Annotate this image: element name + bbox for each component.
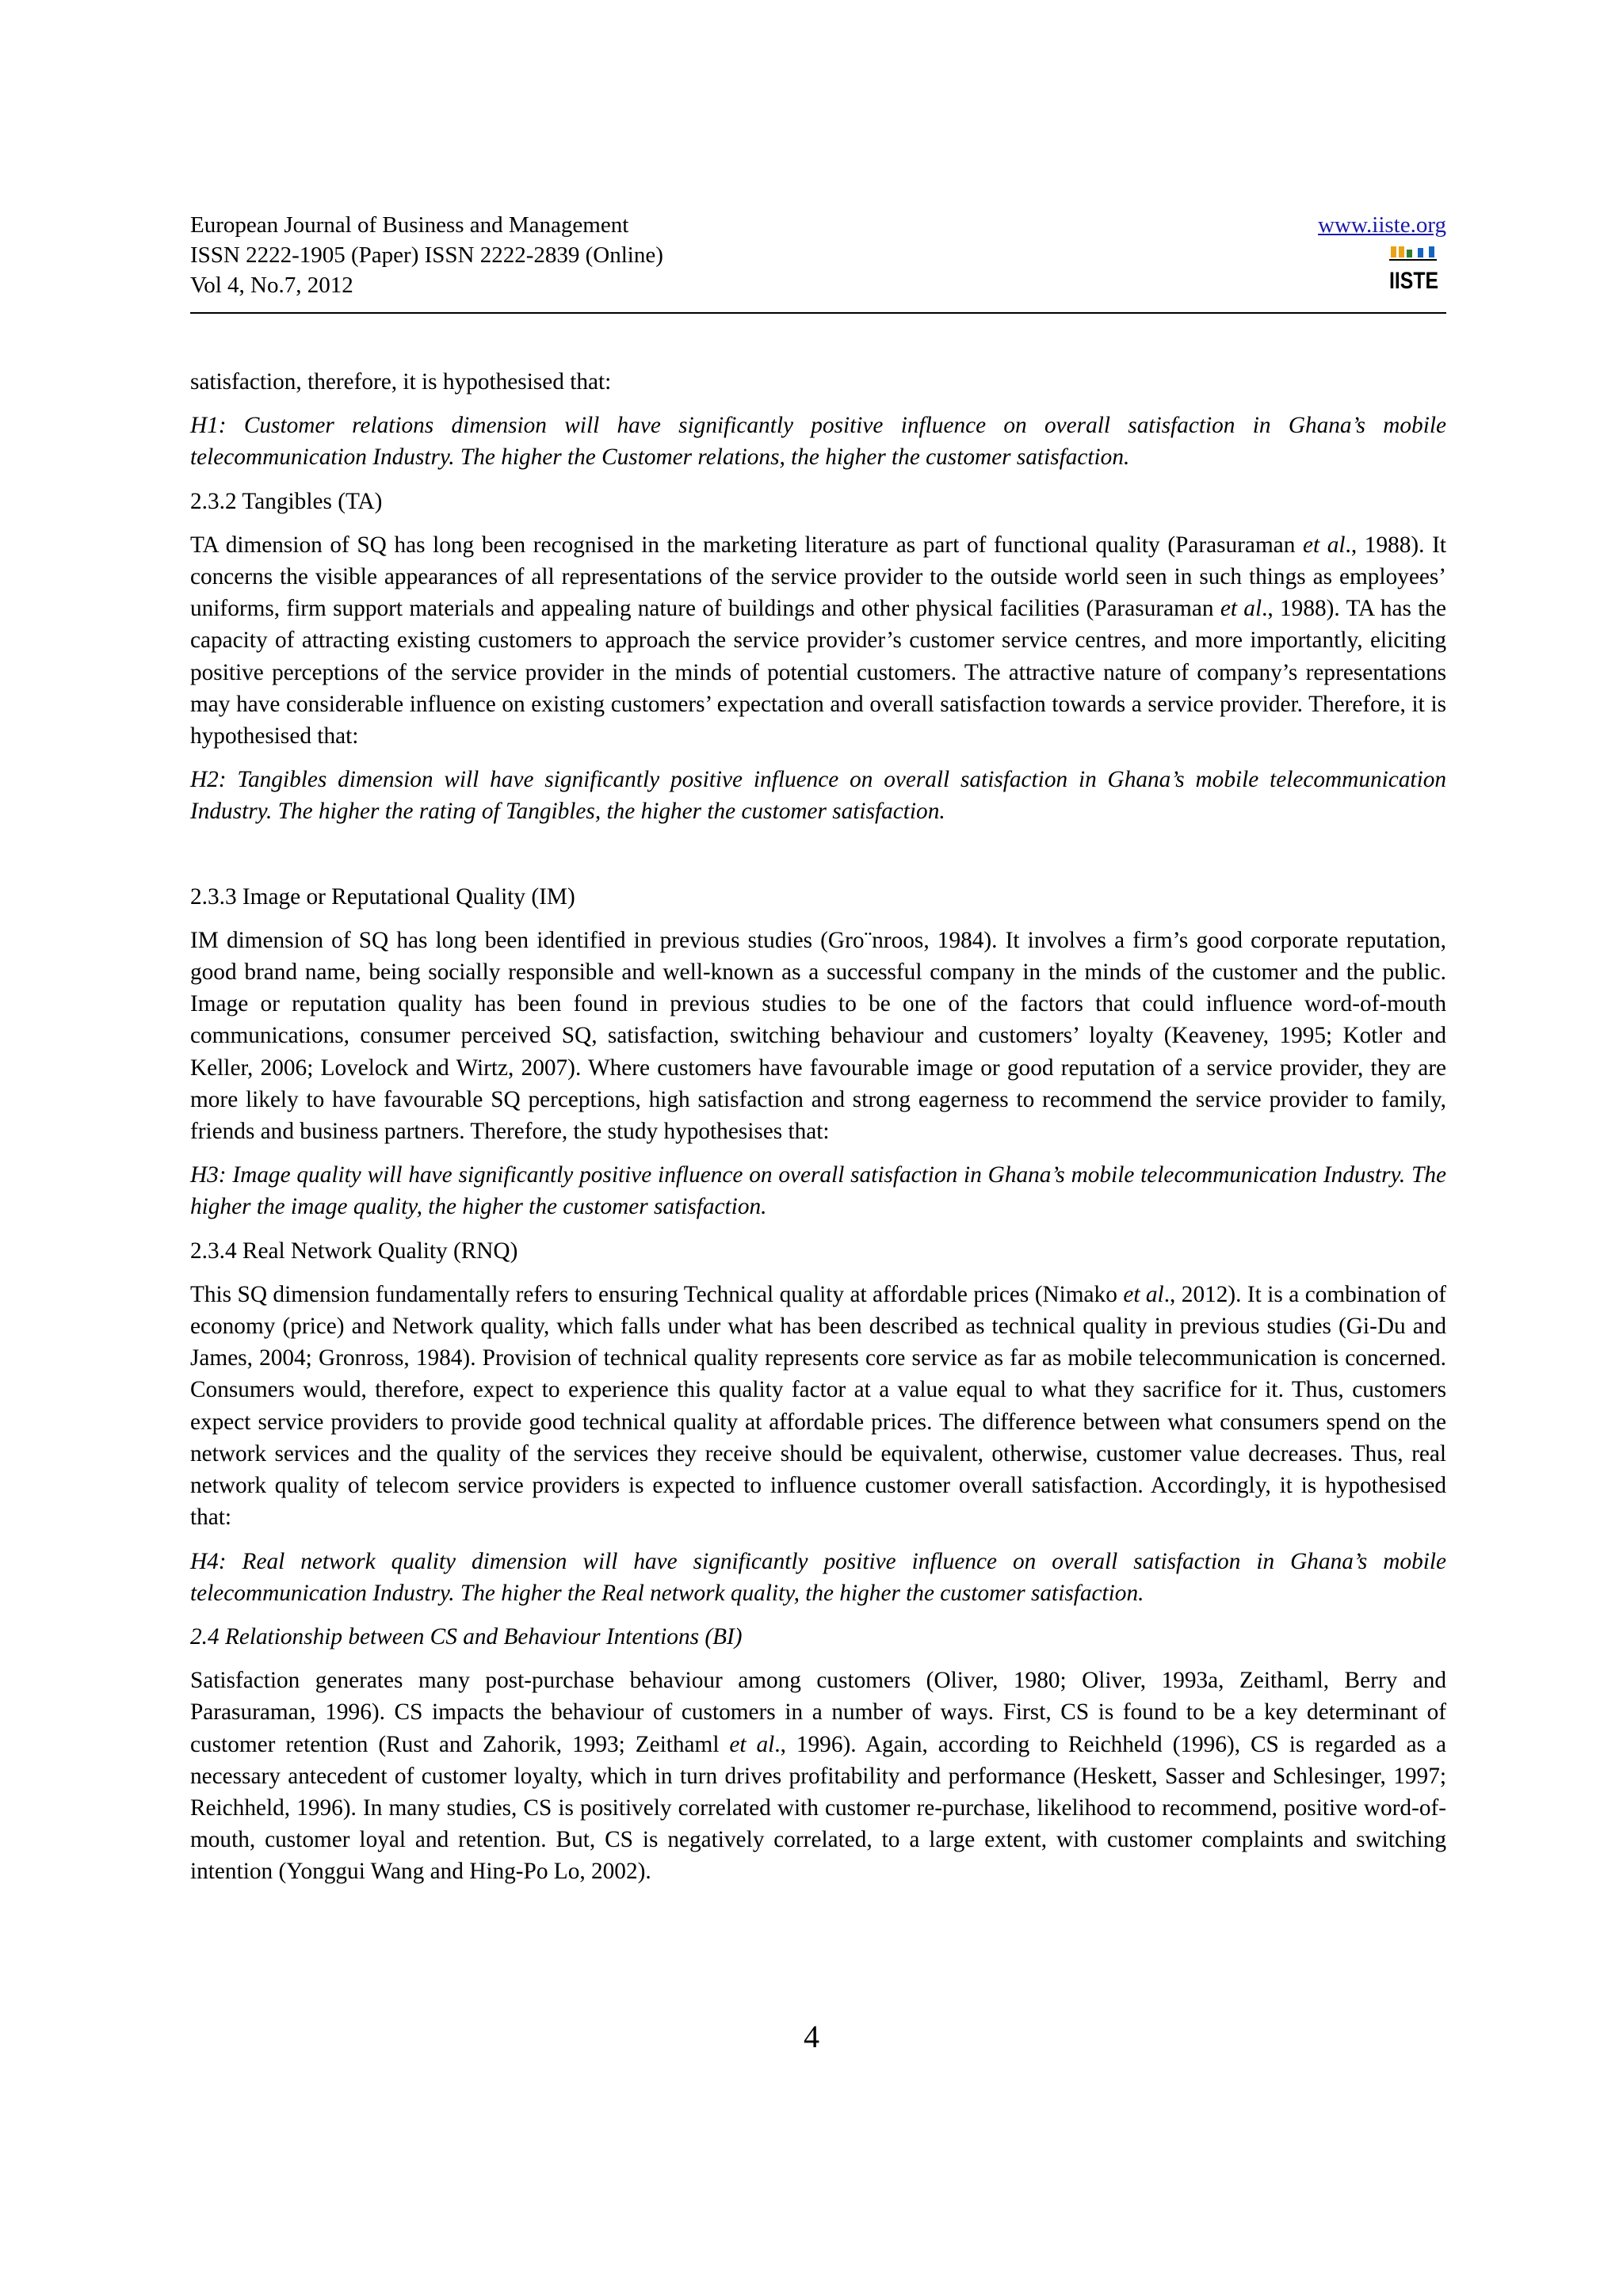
iiste-logo-icon — [1388, 245, 1440, 292]
journal-website-block — [1318, 210, 1446, 240]
logo-bar-5 — [1429, 246, 1434, 257]
hypothesis-h4: H4: Real network quality dimension will have significantly positive influence on overall satisfaction in Ghana’s mobile telecommunication Industry. The higher the Real network quality, the higher the customer satisfaction. — [190, 1548, 1446, 1606]
text-run: This SQ dimension fundamentally refers to ensuring Technical quality at affordable prices (Nimako — [190, 1281, 1124, 1307]
text-run: Satisfaction generates many post-purchase behaviour among customers (Oliver, 1980; Oliver, 1993a, Zeithaml, Berry and Parasuraman, 1996). CS impacts the behaviour of customers in a number of ways. First, CS is found to be a key determinant of customer retention (Rust and Zahorik, 1993; Zeithaml — [190, 1668, 1446, 1757]
journal-volume: Vol 4, No.7, 2012 — [190, 273, 353, 298]
section-2-4-heading: 2.4 Relationship between CS and Behaviour Intentions (BI) — [190, 1623, 743, 1650]
section-2-3-4-heading: 2.3.4 Real Network Quality (RNQ) — [190, 1238, 518, 1264]
citation-et-al: et al — [1303, 532, 1346, 558]
hypothesis-h2: H2: Tangibles dimension will have significantly positive influence on overall satisfaction in Ghana’s mobile telecommunication Industry. The higher the rating of Tangibles, the higher the customer satisfaction. — [190, 767, 1446, 825]
page-number: 4 — [804, 2019, 819, 2054]
journal-title: European Journal of Business and Management — [190, 212, 629, 238]
intro-paragraph: satisfaction, therefore, it is hypothesised that: — [190, 369, 612, 395]
section-2-3-4-paragraph — [190, 1279, 1446, 1534]
citation-et-al: et al — [729, 1731, 775, 1757]
hypothesis-h1: H1: Customer relations dimension will have significantly positive influence on overall satisfaction in Ghana’s mobile telecommunication Industry. The higher the Customer relations, the higher the customer satisfaction. — [190, 413, 1446, 471]
citation-et-al: et al — [1123, 1281, 1164, 1307]
header-divider — [190, 312, 1446, 314]
text-run: ., 1988). It concerns the visible appearances of all representations of the service provider to the outside world seen in such things as employees’ uniforms, firm support materials and appealing nature of buildings and other physical facilities (Parasuraman — [190, 532, 1446, 622]
section-2-4-paragraph — [190, 1665, 1446, 1887]
text-run: ., 1996). Again, according to Reichheld (1996), CS is regarded as a necessary antecedent of customer loyalty, which in turn drives profitability and performance (Heskett, Sasser and Schlesinger, 1997; Reichheld, 1996). In many studies, CS is positively correlated with customer re-purchase, likelihood to recommend, positive word-of-mouth, customer loyal and retention. But, CS is negatively correlated, to a large extent, with customer complaints and switching intention (Yonggui Wang and Hing-Po Lo, 2002). — [190, 1731, 1446, 1885]
article-body — [190, 366, 1446, 1900]
citation-et-al: et al — [1220, 596, 1262, 622]
journal-issn: ISSN 2222-1905 (Paper) ISSN 2222-2839 (Online) — [190, 242, 663, 268]
section-2-3-2-heading: 2.3.2 Tangibles (TA) — [190, 488, 383, 514]
section-2-3-2-paragraph — [190, 529, 1446, 752]
section-2-3-3-heading: 2.3.3 Image or Reputational Quality (IM) — [190, 883, 575, 910]
journal-website-link[interactable]: www.iiste.org — [1318, 212, 1446, 238]
text-run: ., 2012). It is a combination of economy (price) and Network quality, which falls under what has been described as technical quality in previous studies (Gi-Du and James, 2004; Gronross, 1984). Provision of technical quality represents core service as far as mobile telecommunication is concerned. Consumers would, therefore, expect to experience this quality factor at a value equal to what they sacrifice for it. Thus, customers expect service providers to provide good technical quality at affordable prices. The difference between what consumers spend on the network services and the quality of the services they receive should be equivalent, otherwise, customer value decreases. Thus, real network quality of telecom service providers is expected to influence customer overall satisfaction. Accordingly, it is hypothesised that: — [190, 1281, 1446, 1531]
logo-bar-4 — [1418, 248, 1423, 257]
text-run: TA dimension of SQ has long been recognised in the marketing literature as part of functional quality (Parasuraman — [190, 532, 1303, 558]
section-2-3-3-paragraph: IM dimension of SQ has long been identified in previous studies (Gro¨nroos, 1984). It involves a firm’s good corporate reputation, good brand name, being socially responsible and well-known as a successful company in the minds of the customer and the public. Image or reputation quality has been found in previous studies to be one of the factors that could influence word-of-mouth communications, consumer perceived SQ, satisfaction, switching behaviour and customers’ loyalty (Keaveney, 1995; Kotler and Keller, 2006; Lovelock and Wirtz, 2007). Where customers have favourable image or good reputation of a service provider, they are more likely to have favourable SQ perceptions, high satisfaction and strong eagerness to recommend the service provider to family, friends and business partners. Therefore, the study hypothesises that: — [190, 927, 1446, 1145]
hypothesis-h3: H3: Image quality will have significantly positive influence on overall satisfaction in Ghana’s mobile telecommunication Industry. The higher the image quality, the higher the customer satisfaction. — [190, 1162, 1446, 1220]
logo-underline — [1389, 259, 1437, 261]
logo-bar-1 — [1391, 246, 1396, 257]
logo-bar-2 — [1399, 246, 1404, 257]
text-run: ., 1988). TA has the capacity of attracting existing customers to approach the service provider’s customer service centres, and more importantly, eliciting positive perceptions of the service provider in the minds of potential customers. The attractive nature of company’s representations may have considerable influence on existing customers’ expectation and overall satisfaction towards a service provider. Therefore, it is hypothesised that: — [190, 596, 1446, 749]
logo-wordmark: IISTE — [1389, 268, 1438, 294]
journal-header — [190, 210, 1446, 313]
journal-info — [190, 210, 663, 300]
section-spacer — [190, 840, 1446, 881]
logo-bar-3 — [1407, 250, 1412, 257]
